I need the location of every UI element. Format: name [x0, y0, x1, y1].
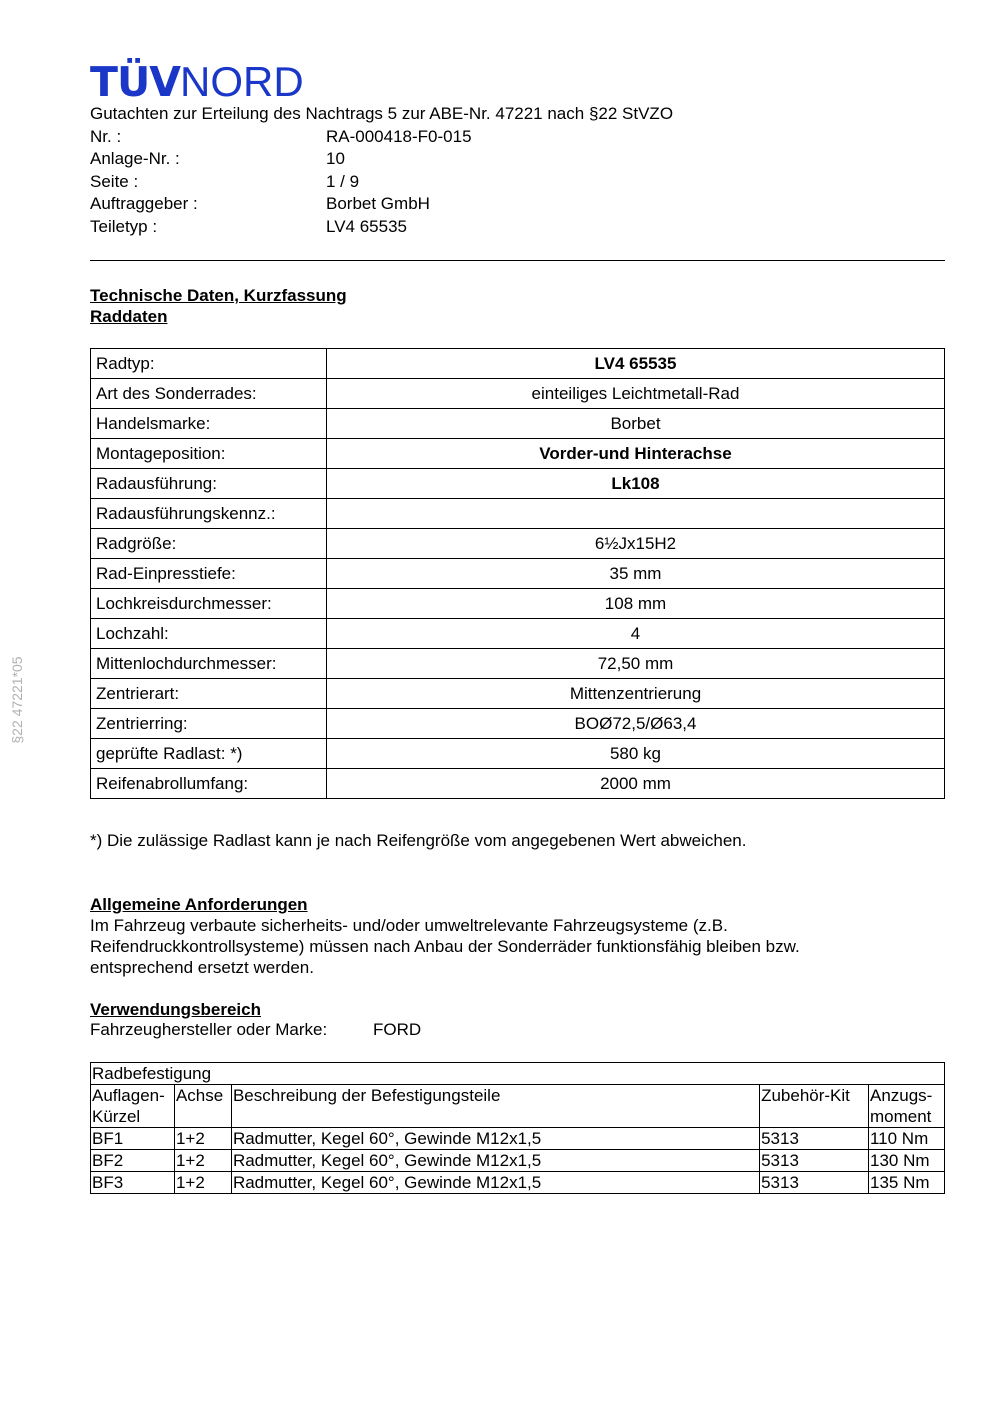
raddaten-value: Vorder-und Hinterachse: [327, 439, 945, 469]
header-text: Anzugs-: [869, 1086, 933, 1105]
raddaten-value: Borbet: [327, 409, 945, 439]
raddaten-table: [90, 348, 945, 799]
raddaten-key: geprüfte Radlast: *): [91, 739, 327, 769]
document-title: Gutachten zur Erteilung des Nachtrags 5 zur ABE-Nr. 47221 nach §22 StVZO: [90, 104, 674, 123]
raddaten-row: [91, 349, 945, 379]
raddaten-key: Montageposition:: [91, 439, 327, 469]
header-label: Anlage-Nr. :: [90, 149, 180, 168]
header-value: RA-000418-F0-015: [326, 126, 472, 146]
manufacturer-row: [90, 1020, 421, 1040]
raddaten-key: Reifenabrollumfang:: [91, 769, 327, 799]
header-label: Seite :: [90, 171, 139, 191]
raddaten-row: [91, 679, 945, 709]
raddaten-row: [91, 589, 945, 619]
auflagen-kuerzel-cell: BF3: [91, 1172, 175, 1194]
raddaten-value: [327, 499, 945, 529]
header-cell-zubehoer: Zubehör-Kit: [760, 1085, 869, 1128]
raddaten-value: 108 mm: [327, 589, 945, 619]
raddaten-row: [91, 499, 945, 529]
raddaten-value: BOØ72,5/Ø63,4: [327, 709, 945, 739]
raddaten-value: 4: [327, 619, 945, 649]
header-divider: [90, 260, 945, 261]
header-label: Auftraggeber :: [90, 194, 198, 213]
allgemein-line: Reifendruckkontrollsysteme) müssen nach Anbau der Sonderräder funktionsfähig bleiben bzw.: [90, 937, 800, 956]
raddaten-key: Radausführung:: [91, 469, 327, 499]
achse-cell: 1+2: [174, 1150, 231, 1172]
anzugsmoment-cell: 110 Nm: [868, 1128, 944, 1150]
side-margin-mark: [2, 650, 25, 760]
document-header: [90, 103, 950, 238]
header-value: 1 / 9: [326, 171, 360, 191]
side-mark-text: §22 47221*05: [9, 656, 25, 744]
header-text: moment: [869, 1107, 932, 1126]
raddaten-value: einteiliges Leichtmetall-Rad: [327, 379, 945, 409]
header-row-nr: [90, 126, 950, 149]
header-label: Nr. :: [90, 126, 122, 146]
radbefestigung-header-row: [91, 1085, 945, 1128]
beschreibung-cell: Radmutter, Kegel 60°, Gewinde M12x1,5: [231, 1150, 759, 1172]
header-text: Kürzel: [92, 1107, 141, 1126]
raddaten-key: Radgröße:: [91, 529, 327, 559]
section-subtitle-raddaten: Raddaten: [90, 307, 168, 326]
manufacturer-value: FORD: [373, 1020, 422, 1039]
section-title-allgemeine-anforderungen: Allgemeine Anforderungen: [90, 895, 308, 914]
radbefestigung-table: [90, 1062, 945, 1194]
achse-cell: 1+2: [174, 1172, 231, 1194]
raddaten-row: [91, 739, 945, 769]
raddaten-value: 2000 mm: [327, 769, 945, 799]
header-row-seite: [90, 171, 950, 194]
raddaten-key: Lochzahl:: [91, 619, 327, 649]
radbefestigung-row: [91, 1128, 945, 1150]
raddaten-row: [91, 409, 945, 439]
radbefestigung-row: [91, 1172, 945, 1194]
header-value: LV4 65535: [326, 216, 407, 236]
radlast-note: *) Die zulässige Radlast kann je nach Reifengröße vom angegebenen Wert abweichen.: [90, 831, 747, 850]
header-row-anlage: [90, 148, 950, 171]
raddaten-key: Radausführungskennz.:: [91, 499, 327, 529]
raddaten-key: Zentrierring:: [91, 709, 327, 739]
header-cell-achse: Achse: [174, 1085, 231, 1128]
raddaten-row: [91, 529, 945, 559]
raddaten-row: [91, 379, 945, 409]
header-cell-anzugsmoment: [868, 1085, 944, 1128]
raddaten-row: [91, 619, 945, 649]
header-cell-auflagen: [91, 1085, 175, 1128]
radbefestigung-row: [91, 1150, 945, 1172]
beschreibung-cell: Radmutter, Kegel 60°, Gewinde M12x1,5: [231, 1128, 759, 1150]
zubehoer-kit-cell: 5313: [760, 1128, 869, 1150]
auflagen-kuerzel-cell: BF1: [91, 1128, 175, 1150]
section-title-technische-daten: Technische Daten, Kurzfassung: [90, 286, 347, 305]
raddaten-row: [91, 769, 945, 799]
auflagen-kuerzel-cell: BF2: [91, 1150, 175, 1172]
zubehoer-kit-cell: 5313: [760, 1172, 869, 1194]
radbefestigung-title: Radbefestigung: [91, 1063, 945, 1085]
raddaten-value: 35 mm: [327, 559, 945, 589]
raddaten-value: 72,50 mm: [327, 649, 945, 679]
allgemein-line: entsprechend ersetzt werden.: [90, 958, 314, 977]
beschreibung-cell: Radmutter, Kegel 60°, Gewinde M12x1,5: [231, 1172, 759, 1194]
header-row-teiletyp: [90, 216, 950, 239]
raddaten-key: Lochkreisdurchmesser:: [91, 589, 327, 619]
header-cell-beschreibung: Beschreibung der Befestigungsteile: [231, 1085, 759, 1128]
raddaten-value: Lk108: [327, 469, 945, 499]
raddaten-row: [91, 469, 945, 499]
header-text: Auflagen-: [92, 1086, 165, 1105]
raddaten-key: Art des Sonderrades:: [91, 379, 327, 409]
raddaten-value: 580 kg: [327, 739, 945, 769]
raddaten-row: [91, 649, 945, 679]
header-label: Teiletyp :: [90, 216, 158, 236]
raddaten-key: Radtyp:: [91, 349, 327, 379]
raddaten-row: [91, 439, 945, 469]
anzugsmoment-cell: 135 Nm: [868, 1172, 944, 1194]
raddaten-value: LV4 65535: [327, 349, 945, 379]
raddaten-key: Rad-Einpresstiefe:: [91, 559, 327, 589]
raddaten-value: 6½Jx15H2: [327, 529, 945, 559]
allgemein-line: Im Fahrzeug verbaute sicherheits- und/oder umweltrelevante Fahrzeugsysteme (z.B.: [90, 916, 728, 935]
section-title-verwendungsbereich: Verwendungsbereich: [90, 1000, 261, 1019]
header-row-auftraggeber: [90, 193, 950, 216]
header-value: 10: [326, 149, 345, 168]
raddaten-row: [91, 709, 945, 739]
header-value: Borbet GmbH: [326, 194, 430, 213]
manufacturer-label: Fahrzeughersteller oder Marke:: [90, 1020, 328, 1039]
anzugsmoment-cell: 130 Nm: [868, 1150, 944, 1172]
zubehoer-kit-cell: 5313: [760, 1150, 869, 1172]
radbefestigung-title-row: [91, 1063, 945, 1085]
achse-cell: 1+2: [174, 1128, 231, 1150]
logo-part-nord: NORD: [180, 58, 304, 105]
logo-part-tuv: TÜV: [90, 58, 180, 106]
tuv-nord-logo: [90, 58, 304, 106]
raddaten-key: Handelsmarke:: [91, 409, 327, 439]
raddaten-row: [91, 559, 945, 589]
raddaten-key: Zentrierart:: [91, 679, 327, 709]
raddaten-value: Mittenzentrierung: [327, 679, 945, 709]
raddaten-key: Mittenlochdurchmesser:: [91, 649, 327, 679]
allgemein-text: [90, 915, 950, 978]
